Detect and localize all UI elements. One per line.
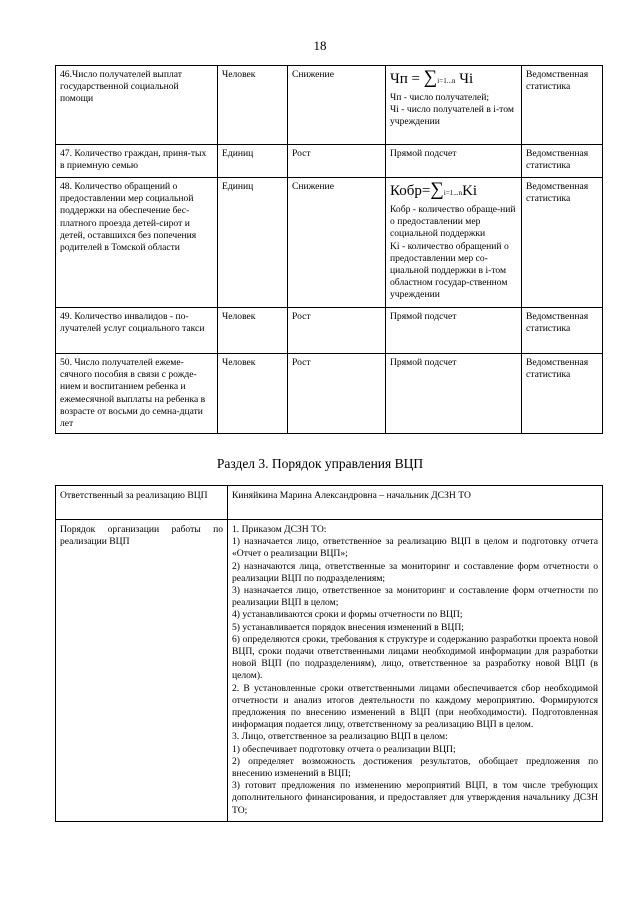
responsible-value: Киняйкина Марина Александровна – начальник ДСЗН ТО bbox=[228, 486, 603, 520]
formula-var: Чi bbox=[459, 71, 474, 87]
sum-symbol-icon: ∑ bbox=[430, 179, 444, 200]
sum-symbol-icon: ∑ bbox=[423, 67, 438, 88]
section-title: Раздел 3. Порядок управления ВЦП bbox=[216, 456, 424, 471]
indicator-method: Прямой подсчет bbox=[386, 354, 522, 434]
indicator-trend: Снижение bbox=[288, 178, 386, 308]
indicator-name: 47. Количество граждан, приня-тых в приемную семью bbox=[56, 145, 218, 178]
order-content bbox=[228, 520, 603, 822]
indicator-trend: Рост bbox=[288, 145, 386, 178]
indicator-name: 46.Число получателей выплат государственной социальной помощи bbox=[56, 66, 218, 145]
list-item: 4) устанавливаются сроки и формы отчетности по ВЦП; bbox=[232, 609, 463, 621]
table-row bbox=[56, 354, 603, 434]
list-item: 2. В установленные сроки ответственными лицами обеспечивается сбор необходимой отчетности и анализ итогов деятельности по каждому мероприятию. Формируются предложения по внесению изменений в ВЦП (при необходимости). Подготовленная информация подается лицу, ответственному за реализацию ВЦП в целом. bbox=[232, 682, 598, 731]
indicator-method: Прямой подсчет bbox=[386, 145, 522, 178]
list-item: 3) назначается лицо, ответственное за мониторинг и составление форм отчетности по реализации ВЦП в целом; bbox=[232, 585, 598, 609]
management-table bbox=[55, 485, 603, 822]
indicator-unit: Человек bbox=[218, 66, 288, 145]
indicator-unit: Единиц bbox=[218, 178, 288, 308]
formula: Кобр=∑i=1...nKi bbox=[390, 179, 478, 200]
indicator-method: Прямой подсчет bbox=[386, 308, 522, 354]
indicator-name: 50. Число получателей ежеме-сячного пособия в связи с рожде-нием и воспитанием ребенка и ежемесячной выплаты на ребенка в возрасте от восьми до семна-дцати лет bbox=[56, 354, 218, 434]
table-row bbox=[56, 308, 603, 354]
list-item: 1. Приказом ДСЗН ТО: bbox=[232, 524, 327, 535]
list-item: 2) определяет возможность достижения результатов, обобщает предложения по внесению изменений в ВЦП; bbox=[232, 755, 598, 780]
list-item: 5) устанавливается порядок внесения изменений в ВЦП; bbox=[232, 621, 464, 633]
indicator-trend: Снижение bbox=[288, 66, 386, 145]
list-item: 1) назначается лицо, ответственное за реализацию ВЦП в целом и подготовку отчета «Отчет о реализации ВЦП»; bbox=[232, 536, 598, 560]
formula: Чп = ∑i=1...n Чi bbox=[390, 67, 474, 88]
method-text: Чп - число получателей; Чi - число получателей в i-том учреждении bbox=[390, 92, 514, 128]
order-label: Порядок организации работы по реализации ВЦП bbox=[56, 520, 228, 822]
indicator-unit: Человек bbox=[218, 308, 288, 354]
formula-subscript: i=1...n bbox=[443, 189, 463, 197]
table-row bbox=[56, 178, 603, 308]
indicator-source: Ведомственная статистика bbox=[522, 145, 603, 178]
table-row bbox=[56, 486, 603, 520]
formula-subscript: i=1...n bbox=[437, 77, 456, 85]
indicator-source: Ведомственная статистика bbox=[522, 178, 603, 308]
table-row bbox=[56, 66, 603, 145]
indicator-source: Ведомственная статистика bbox=[522, 308, 603, 354]
indicator-source: Ведомственная статистика bbox=[522, 354, 603, 434]
indicator-trend: Рост bbox=[288, 354, 386, 434]
list-item: 3) готовит предложения по изменению мероприятий ВЦП, в том числе требующих дополнительного финансирования, и предоставляет для утверждения начальнику ДСЗН ТО; bbox=[232, 780, 598, 816]
table-row bbox=[56, 145, 603, 178]
list-item: 1) обеспечивает подготовку отчета о реализации ВЦП; bbox=[232, 743, 456, 755]
indicator-name: 48. Количество обращений о предоставлении мер социальной поддержки на обеспечение бес-платного проезда детей-сирот и детей, оставшихся без попечения родителей в Томской области bbox=[56, 178, 218, 308]
indicator-source: Ведомственная статистика bbox=[522, 66, 603, 145]
indicator-unit: Человек bbox=[218, 354, 288, 434]
indicator-method bbox=[386, 178, 522, 308]
indicator-method bbox=[386, 66, 522, 145]
indicator-name: 49. Количество инвалидов - по-лучателей услуг социального такси bbox=[56, 308, 218, 354]
list-item: 2) назначаются лица, ответственные за мониторинг и составление форм отчетности о реализации ВЦП по подразделениям; bbox=[232, 560, 598, 584]
table-row bbox=[56, 520, 603, 822]
formula-var: Ki bbox=[462, 183, 478, 199]
formula-lhs: Кобр bbox=[390, 183, 422, 199]
indicator-unit: Единиц bbox=[218, 145, 288, 178]
indicators-table bbox=[55, 65, 603, 434]
page-number: 18 bbox=[313, 38, 327, 53]
indicator-trend: Рост bbox=[288, 308, 386, 354]
responsible-label: Ответственный за реализацию ВЦП bbox=[56, 486, 228, 520]
list-item: 3. Лицо, ответственное за реализацию ВЦП в целом: bbox=[232, 731, 448, 743]
list-item: 6) определяются сроки, требования к структуре и содержанию разработки проекта новой ВЦП, сроки подачи ответственными лицами необходимой информации для разработки новой ВЦП (по подразделениям), лицо, ответственное за разработку новой ВЦП (в целом). bbox=[232, 633, 598, 682]
formula-lhs: Чп bbox=[390, 71, 408, 87]
method-text: Кобр - количество обраще-ний о предоставлении мер социальной поддержки Ki - количество обращений о предоставлении мер со-циальной поддержки в i-том областном государ-ственном учреждении bbox=[390, 204, 516, 301]
